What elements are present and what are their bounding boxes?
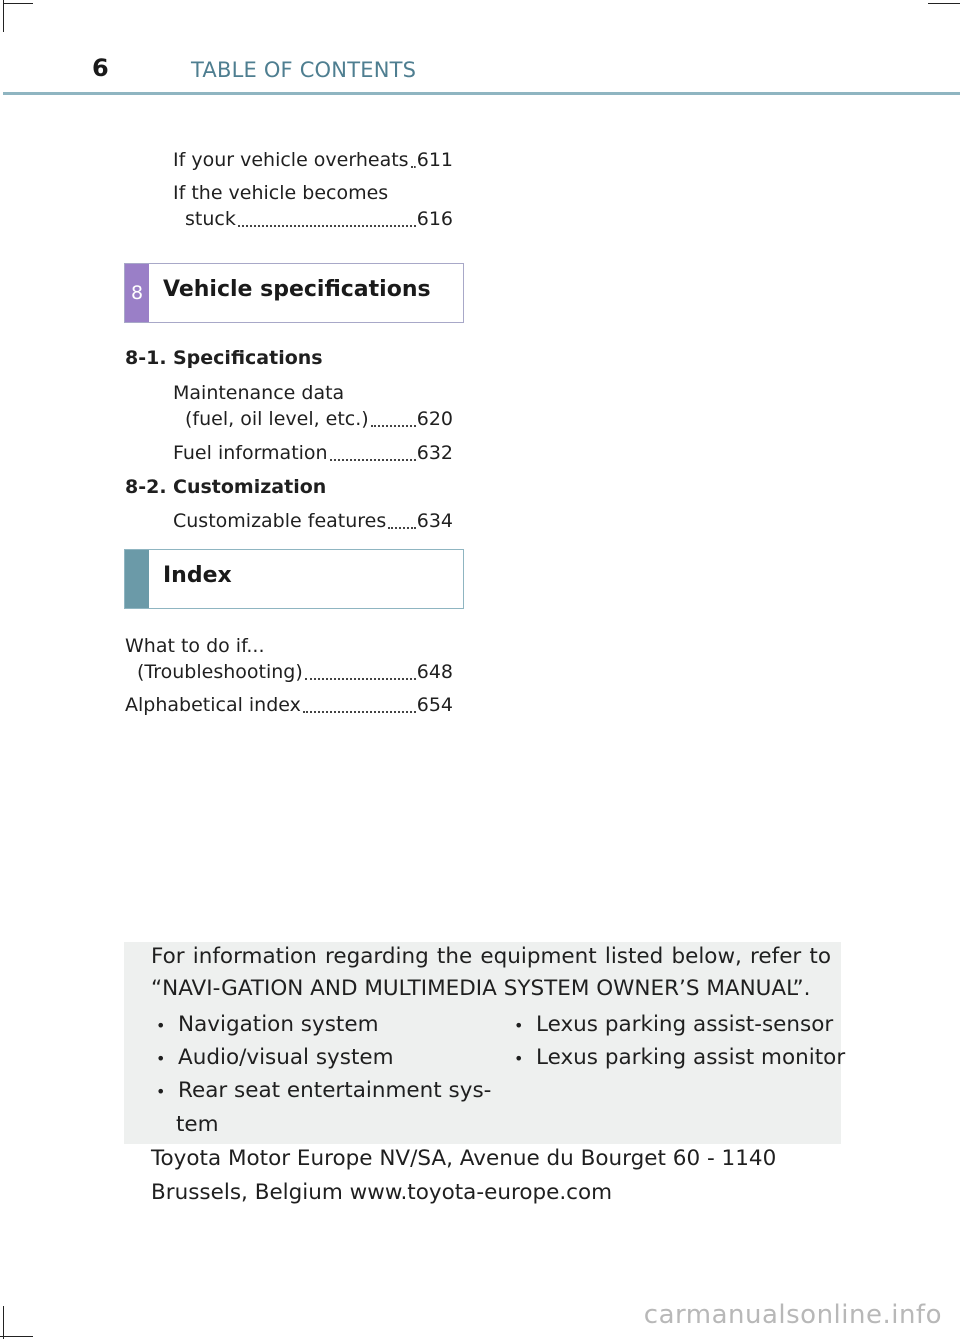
list-item	[156, 1008, 379, 1042]
crop-mark-top-left-v	[3, 0, 4, 32]
section-tab-number: 8	[130, 282, 144, 304]
toc-entry-label: If your vehicle overheats	[173, 149, 409, 171]
toc-entry[interactable]	[125, 633, 453, 685]
list-item-text: Navigation system	[178, 1012, 379, 1037]
toc-entry-label: If the vehicle becomes	[173, 182, 389, 204]
crop-mark-bottom-left-v	[3, 1306, 4, 1339]
dot-leader	[238, 225, 416, 227]
subsection-number: 8-2.	[125, 476, 167, 498]
toc-entry[interactable]	[173, 440, 453, 466]
toc-entry-label-cont: (fuel, oil level, etc.)	[185, 408, 369, 430]
list-item	[156, 1074, 491, 1108]
dot-leader	[305, 678, 416, 680]
list-item-text: Rear seat entertainment sys-	[178, 1078, 492, 1103]
page-number: 6	[92, 54, 109, 82]
toc-entry-page: 648	[416, 661, 453, 683]
note-intro: For information regarding the equipment listed below, refer to “NAVI-GATION AND MULTIMEDIA SYSTEM OWNER’S MANUAL”.	[151, 944, 831, 1001]
subsection-title: Customization	[173, 476, 327, 498]
dot-leader	[303, 711, 416, 713]
list-item-text: Lexus parking assist monitor	[536, 1045, 846, 1070]
toc-entry[interactable]	[125, 692, 453, 718]
bullet-icon: •	[156, 1049, 166, 1068]
toc-entry-page: 654	[416, 694, 453, 716]
header-rule	[3, 92, 960, 95]
toc-entry-label: Fuel information	[173, 442, 328, 464]
toc-entry[interactable]	[173, 380, 453, 432]
toc-entry-page: 611	[416, 149, 453, 171]
bullet-icon: •	[156, 1016, 166, 1035]
crop-mark-top-left-h	[3, 3, 33, 4]
toc-entry-page: 616	[416, 208, 453, 230]
section-heading-vehicle-specifications[interactable]	[124, 263, 464, 323]
subsection-title: Specifications	[173, 347, 323, 369]
crop-mark-top-right-h	[928, 3, 960, 4]
crop-mark-bottom-left-h	[0, 1336, 33, 1337]
toc-entry[interactable]	[173, 147, 453, 173]
list-item-text: Lexus parking assist-sensor	[536, 1012, 834, 1037]
subsection-heading[interactable]	[125, 347, 323, 369]
toc-entry[interactable]	[173, 180, 453, 232]
toc-entry-page: 634	[416, 510, 453, 532]
watermark: carmanualsonline.info	[643, 1300, 942, 1330]
bullet-icon: •	[514, 1016, 524, 1035]
list-item-continuation	[176, 1108, 219, 1141]
toc-entry-label: Customizable features	[173, 510, 387, 532]
section-tab	[125, 550, 149, 608]
toc-entry[interactable]	[173, 508, 453, 534]
toc-entry-page: 620	[416, 408, 453, 430]
dot-leader	[371, 425, 416, 427]
section-title: Index	[163, 563, 232, 588]
toc-entry-label-cont: (Troubleshooting)	[137, 661, 303, 683]
dot-leader	[388, 527, 415, 529]
footer-address: Toyota Motor Europe NV/SA, Avenue du Bourget 60 - 1140 Brussels, Belgium www.toyota-europe.com	[151, 1146, 777, 1205]
bullet-icon: •	[156, 1082, 166, 1101]
page-title: TABLE OF CONTENTS	[191, 58, 417, 82]
list-item	[514, 1008, 833, 1042]
list-item	[156, 1041, 394, 1075]
dot-leader	[330, 459, 416, 461]
list-item-text: tem	[176, 1112, 219, 1137]
section-tab	[125, 264, 149, 322]
toc-entry-label-cont: stuck	[185, 208, 236, 230]
toc-entry-page: 632	[416, 442, 453, 464]
toc-entry-label: What to do if...	[125, 635, 265, 657]
subsection-number: 8-1.	[125, 347, 167, 369]
bullet-icon: •	[514, 1049, 524, 1068]
list-item-text: Audio/visual system	[178, 1045, 394, 1070]
list-item	[514, 1041, 845, 1075]
toc-entry-label: Alphabetical index	[125, 694, 301, 716]
toc-entry-label: Maintenance data	[173, 382, 345, 404]
section-heading-index[interactable]	[124, 549, 464, 609]
dot-leader	[411, 166, 416, 168]
section-title: Vehicle specifications	[163, 277, 431, 302]
subsection-heading[interactable]	[125, 476, 326, 498]
